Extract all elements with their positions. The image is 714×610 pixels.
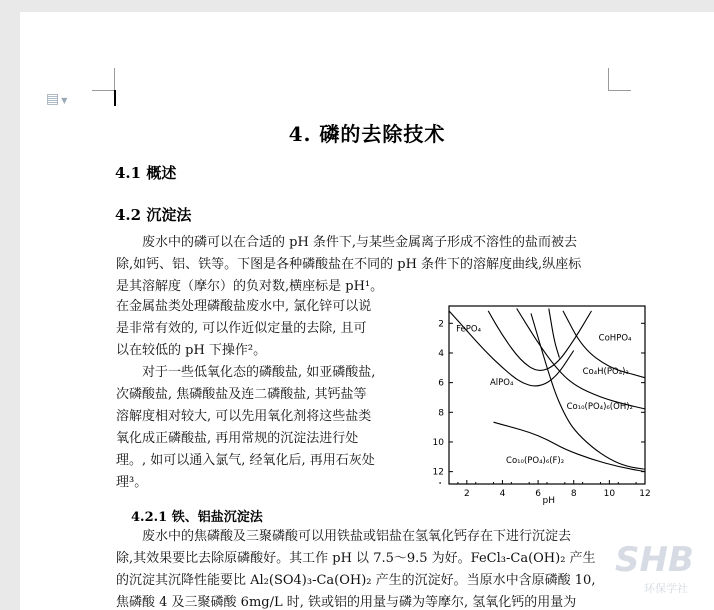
paragraph-line: 理³。	[116, 475, 148, 490]
series-label-fepo4: FePO₄	[456, 324, 482, 335]
paragraph-line: 废水中的磷可以在合适的 pH 条件下,与某些金属离子形成不溶性的盐而被去	[116, 235, 578, 250]
subsection-heading-4-2-1: 4.2.1 铁、铝盐沉淀法	[131, 510, 263, 525]
paragraph-line: 溶解度相对较大, 可以先用氧化剂将这些盐类	[116, 409, 372, 424]
x-tick-label: 8	[570, 489, 577, 499]
section-heading-4-1: 4.1 概述	[115, 164, 177, 182]
x-axis-label: pH	[542, 496, 556, 506]
paragraph-line: 除,其效果要比去除原磷酸好。其工作 pH 以 7.5～9.5 为好。FeCl₃-Ca(OH)₂ 产生	[116, 551, 596, 566]
section-heading-4-2: 4.2 沉淀法	[115, 206, 192, 224]
paragraph-line: 废水中的焦磷酸及三聚磷酸可以用铁盐或铝盐在氢氧化钙存在下进行沉淀去	[116, 529, 572, 544]
y-tick-label: 4	[438, 348, 444, 359]
document-title: 4. 磷的去除技术	[288, 122, 446, 146]
document-icon[interactable]: ▤ ▼	[46, 91, 68, 107]
paragraph-line: 焦磷酸 4 及三聚磷酸 6mg/L 时, 铁或铝的用量与磷为等摩尔, 氢氧化钙的用量为	[116, 595, 577, 610]
paragraph-line: 除,如钙、铝、铁等。下图是各种磷酸盐在不同的 pH 条件下的溶解度曲线,纵座标	[116, 257, 582, 272]
series-label-alpo4: AlPO₄	[489, 378, 514, 389]
paragraph-line: 理。, 如可以通入氯气, 经氧化后, 再用石灰处	[116, 453, 375, 468]
series-label-cahpo4: CoHPO₄	[598, 333, 632, 344]
watermark-site: 环保学社	[644, 582, 688, 595]
y-tick-label: 6	[438, 378, 444, 389]
series-line-ca4h-po4-3	[517, 309, 645, 409]
paragraph-line: 氧化成正磷酸盐, 再用常规的沉淀法进行处	[116, 431, 359, 446]
x-tick-label: 2	[463, 489, 470, 499]
solubility-chart	[425, 296, 652, 514]
series-label-ca10f: Co₁₀(PO₄)₆(F)₂	[506, 456, 565, 467]
watermark-logo: SHB	[615, 540, 694, 580]
paragraph-line: 在金属盐类处理磷酸盐废水中, 氯化锌可以说	[116, 299, 372, 314]
x-tick-label: 6	[535, 489, 541, 499]
paragraph-line: 是其溶解度（摩尔）的负对数,横座标是 pH¹。	[116, 279, 384, 294]
paragraph-line: 次磷酸盐, 焦磷酸盐及连二磷酸盐, 其钙盐等	[116, 387, 367, 402]
series-line-alpo4	[488, 311, 591, 370]
series-label-ca10oh: Co₁₀(PO₄)₆(OH)₂	[566, 401, 633, 412]
document-page[interactable]	[20, 12, 714, 610]
x-tick-label: 10	[603, 489, 616, 499]
y-tick-label: 8	[438, 408, 444, 419]
paragraph-line: 对于一些低氧化态的磷酸盐, 如亚磷酸盐,	[116, 365, 376, 380]
paragraph-line: 的沉淀其沉降性能要比 Al₂(SO4)₃-Ca(OH)₂ 产生的沉淀好。当原水中含原磷酸 10,	[116, 573, 596, 588]
margin-corner-top-right	[608, 68, 631, 91]
margin-corner-top-left	[92, 68, 115, 91]
chevron-down-icon[interactable]: ▼	[61, 96, 68, 105]
y-tick-label: 12	[432, 467, 444, 478]
series-line-unlabeled	[549, 309, 560, 358]
x-tick-label: 12	[639, 489, 651, 499]
paragraph-line: 以在较低的 pH 下操作²。	[116, 343, 267, 358]
y-tick-label: 2	[438, 319, 444, 330]
paragraph-line: 是非常有效的, 可以作近似定量的去除, 且可	[116, 321, 367, 336]
x-tick-label: 4	[499, 489, 506, 499]
series-label-ca4h: Co₄H(PO₄)₃	[582, 367, 629, 378]
y-tick-label: 10	[432, 437, 444, 448]
solubility-chart-svg	[425, 296, 652, 514]
text-cursor	[114, 90, 116, 106]
